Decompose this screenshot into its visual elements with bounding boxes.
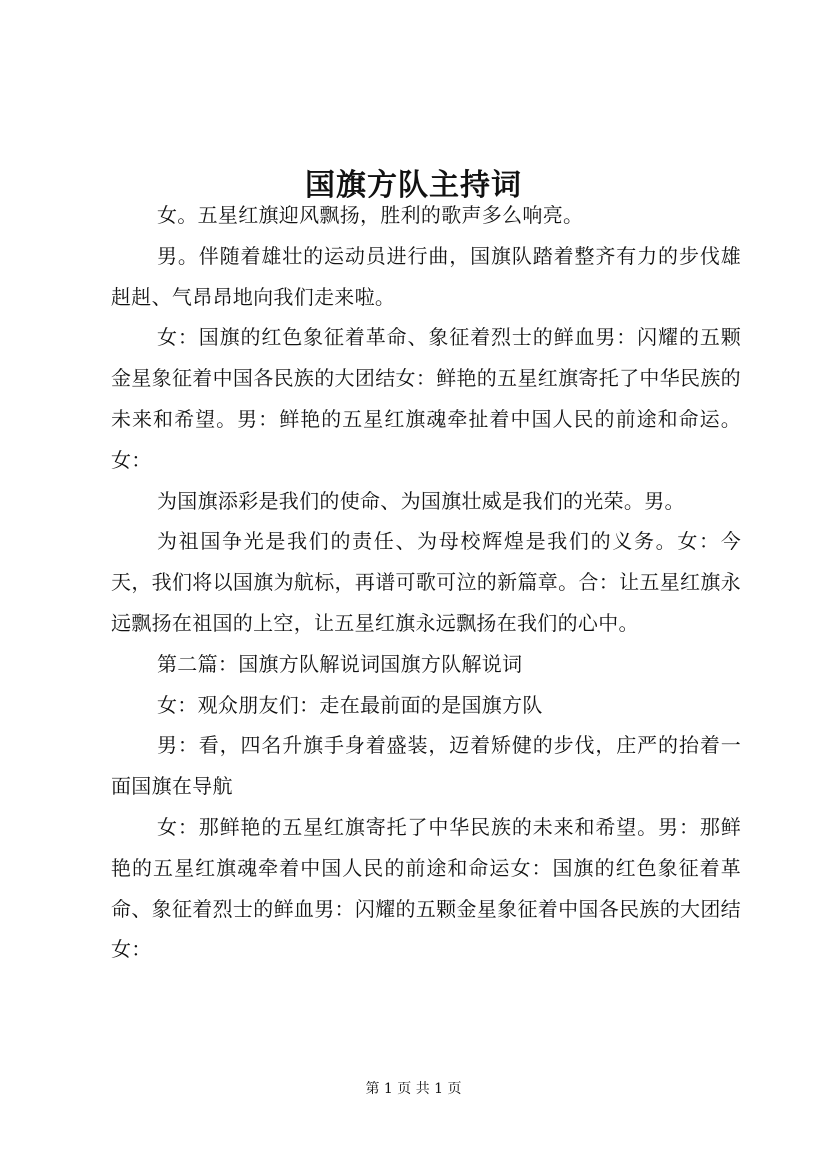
document-title: 国旗方队主持词: [305, 168, 522, 204]
paragraph: 男。伴随着雄壮的运动员进行曲，国旗队踏着整齐有力的步伐雄赳赳、气昂昂地向我们走来啦。: [111, 243, 741, 309]
paragraph: 为祖国争光是我们的责任、为母校辉煌是我们的义务。女：今天，我们将以国旗为航标，再谱可歌可泣的新篇章。合：让五星红旗永远飘扬在祖国的上空，让五星红旗永远飘扬在我们的心中。: [111, 529, 741, 635]
paragraph: 女：那鲜艳的五星红旗寄托了中华民族的未来和希望。男：那鲜艳的五星红旗魂牵着中国人民的前途和命运女：国旗的红色象征着革命、象征着烈士的鲜血男：闪耀的五颗金星象征着中国各民族的大团结女：: [111, 814, 741, 962]
paragraph: 女：观众朋友们：走在最前面的是国旗方队: [157, 692, 543, 717]
document-body: [111, 195, 741, 970]
paragraph: 女：国旗的红色象征着革命、象征着烈士的鲜血男：闪耀的五颗金星象征着中国各民族的大团结女：鲜艳的五星红旗寄托了中华民族的未来和希望。男：鲜艳的五星红旗魂牵扯着中国人民的前途和命运。女：: [111, 325, 741, 472]
paragraph: 女。五星红旗迎风飘扬，胜利的歌声多么响亮。: [157, 203, 584, 227]
paragraph: 男：看，四名升旗手身着盛装，迈着矫健的步伐，庄严的抬着一面国旗在导航: [111, 733, 741, 799]
paragraph: 第二篇：国旗方队解说词国旗方队解说词: [157, 651, 523, 676]
paragraph: 为国旗添彩是我们的使命、为国旗壮威是我们的光荣。男。: [157, 488, 685, 513]
page-footer: 第 1 页 共 1 页: [365, 1081, 462, 1097]
